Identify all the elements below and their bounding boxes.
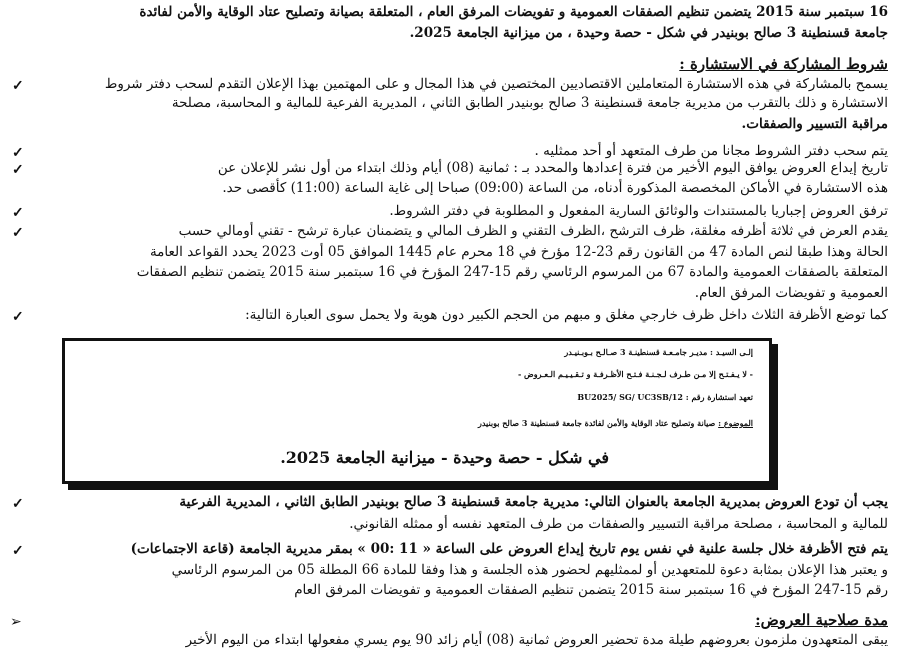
validity-heading: مدة صلاحية العروض: xyxy=(755,611,888,629)
check-icon: ✓ xyxy=(12,225,24,241)
deposit-item-2-line-1: يتم فتح الأظرفة خلال جلسة علنية في نفس يوم تاريخ إيداع العروض على الساعة « 11 :00 » بمقر مديرية الجامعة (قاعة الاجتماعات) xyxy=(130,541,888,557)
check-icon: ✓ xyxy=(12,162,24,178)
participation-item-5-line-1: يقدم العرض في ثلاثة أظرفه مغلقة، ظرف الترشح ،الظرف التقني و الظرف المالي و يتضمنان عبارة ترشح - تقني أومالي حسب xyxy=(178,223,888,239)
check-icon: ✓ xyxy=(12,205,24,221)
participation-item-4: ترفق العروض إجباريا بالمستندات والوثائق السارية المفعول و المطلوبة في دفتر الشروط. xyxy=(389,203,888,219)
check-icon: ✓ xyxy=(12,145,24,161)
participation-item-1-line-2: الاستشارة و ذلك بالتقرب من مديرية جامعة قسنطينة 3 صالح بوبنيدر الطابق الثاني ، المديرية الفرعية للمالية و المحاسبة، مصلحة xyxy=(171,95,888,111)
participation-item-5-line-4: العمومية و تفويضات المرفق العام. xyxy=(694,285,888,301)
notice-reference-label: تعهد استشارة رقم : xyxy=(685,392,753,402)
participation-item-3-line-2: هذه الاستشارة في الأماكن المخصصة المذكورة أدناه، من الساعة (09:00) صباحا إلى غاية الساعة (11:00) كأقصى حد. xyxy=(222,180,888,196)
notice-reference-number: BU2025/ SG/ UC3SB/12 xyxy=(577,392,683,402)
check-icon: ✓ xyxy=(12,78,24,94)
participation-item-6: كما توضع الأظرفة الثلاث داخل ظرف خارجي مغلق و مبهم من الحجم الكبير دون هوية ولا يحمل سوى العبارة التالية: xyxy=(245,307,888,323)
notice-subject-label: الموضوع : xyxy=(718,418,753,428)
intro-line-1: 16 سبتمبر سنة 2015 يتضمن تنظيم الصفقات العمومية و تفويضات المرفق العام ، المتعلقة بصيانة وتصليح عتاد الوقاية والأمن لفائدة xyxy=(139,4,888,20)
participation-item-5-line-3: المتعلقة بالصفقات العمومية والمادة 67 من المرسوم الرئاسي رقم 15-247 المؤرخ في 16 سبتمبر سنة 2015 يتضمن تنظيم الصفقات xyxy=(136,264,888,280)
intro-line-2: جامعة قسنطينة 3 صالح بوبنيدر في شكل - حصة وحيدة ، من ميزانية الجامعة 2025. xyxy=(409,25,888,41)
check-icon: ✓ xyxy=(12,496,24,512)
participation-item-2: يتم سحب دفتر الشروط مجانا من طرف المتعهد أو أحد ممثليه . xyxy=(534,143,888,159)
notice-subject-line-2: في شكل - حصة وحيدة - ميزانية الجامعة 2025. xyxy=(280,448,609,467)
arrow-bullet-icon: ➢ xyxy=(10,614,22,630)
participation-item-1-line-3: مراقبة التسيير والصفقات. xyxy=(741,116,888,132)
deposit-item-1-line-1: يجب أن تودع العروض بمديرية الجامعة بالعنوان التالي: مديرية جامعة قسنطينة 3 صالح بوبنيدر الطابق الثاني ، المديرية الفرعية xyxy=(179,494,888,510)
deposit-item-1-line-2: للمالية و المحاسبة ، مصلحة مراقبة التسيير والصفقات من طرف المتعهد نفسه أو ممثله القانوني. xyxy=(349,516,888,532)
participation-item-5-line-2: الحالة وهذا طبقا لنص المادة 47 من القانون رقم 23-12 مؤرخ في 18 محرم عام 1445 الموافق 05 أوت 2023 يحدد القواعد العامة xyxy=(149,244,888,260)
check-icon: ✓ xyxy=(12,309,24,325)
notice-subject xyxy=(65,418,753,428)
participation-item-1-line-1: يسمح بالمشاركة في هذه الاستشارة المتعاملين الاقتصاديين المختصين في هذا المجال و على المهتمين بهذا الإعلان التقدم لسحب دفتر شروط xyxy=(104,76,888,92)
envelope-label-box xyxy=(62,338,772,484)
notice-subject-text: صيانة وتصليح عتاد الوقاية والأمن لفائدة جامعة قسنطينة 3 صالح بوبنيدر xyxy=(477,418,716,428)
participation-heading: شروط المشاركة في الاستشارة : xyxy=(679,55,888,73)
check-icon: ✓ xyxy=(12,543,24,559)
notice-reference xyxy=(65,392,753,402)
deposit-item-2-line-3: رقم 15-247 المؤرخ في 16 سبتمبر سنة 2015 يتضمن تنظيم الصفقات العمومية و تفويضات المرفق العام xyxy=(294,582,888,598)
notice-do-not-open: - لا يـفـتـح إلا مـن طـرف لـجـنـة فـتـح الأظـرفـة و تـقـيـيـم الـعـروض - xyxy=(517,369,753,379)
participation-item-3-line-1: تاريخ إيداع العروض يوافق اليوم الأخير من فترة إعدادها والمحدد بـ : ثمانية (08) أيام وذلك ابتداء من أول نشر للإعلان عن xyxy=(217,160,888,176)
notice-recipient: إلـى السيـد : مديـر جامـعـة قسنطينـة 3 صـالـح بـوبـنيـدر xyxy=(564,347,753,357)
validity-line-1: يبقى المتعهدون ملزمون بعروضهم طيلة مدة تحضير العروض ثمانية (08) أيام زائد 90 يوم يسري مفعولها ابتداء من اليوم الأخير xyxy=(185,632,888,648)
deposit-item-2-line-2: و يعتبر هذا الإعلان بمثابة دعوة للمتعهدين أو لممثليهم لحضور هذه الجلسة و هذا وفقا للمادة 66 المطلة 05 من المرسوم الرئاسي xyxy=(171,562,888,578)
